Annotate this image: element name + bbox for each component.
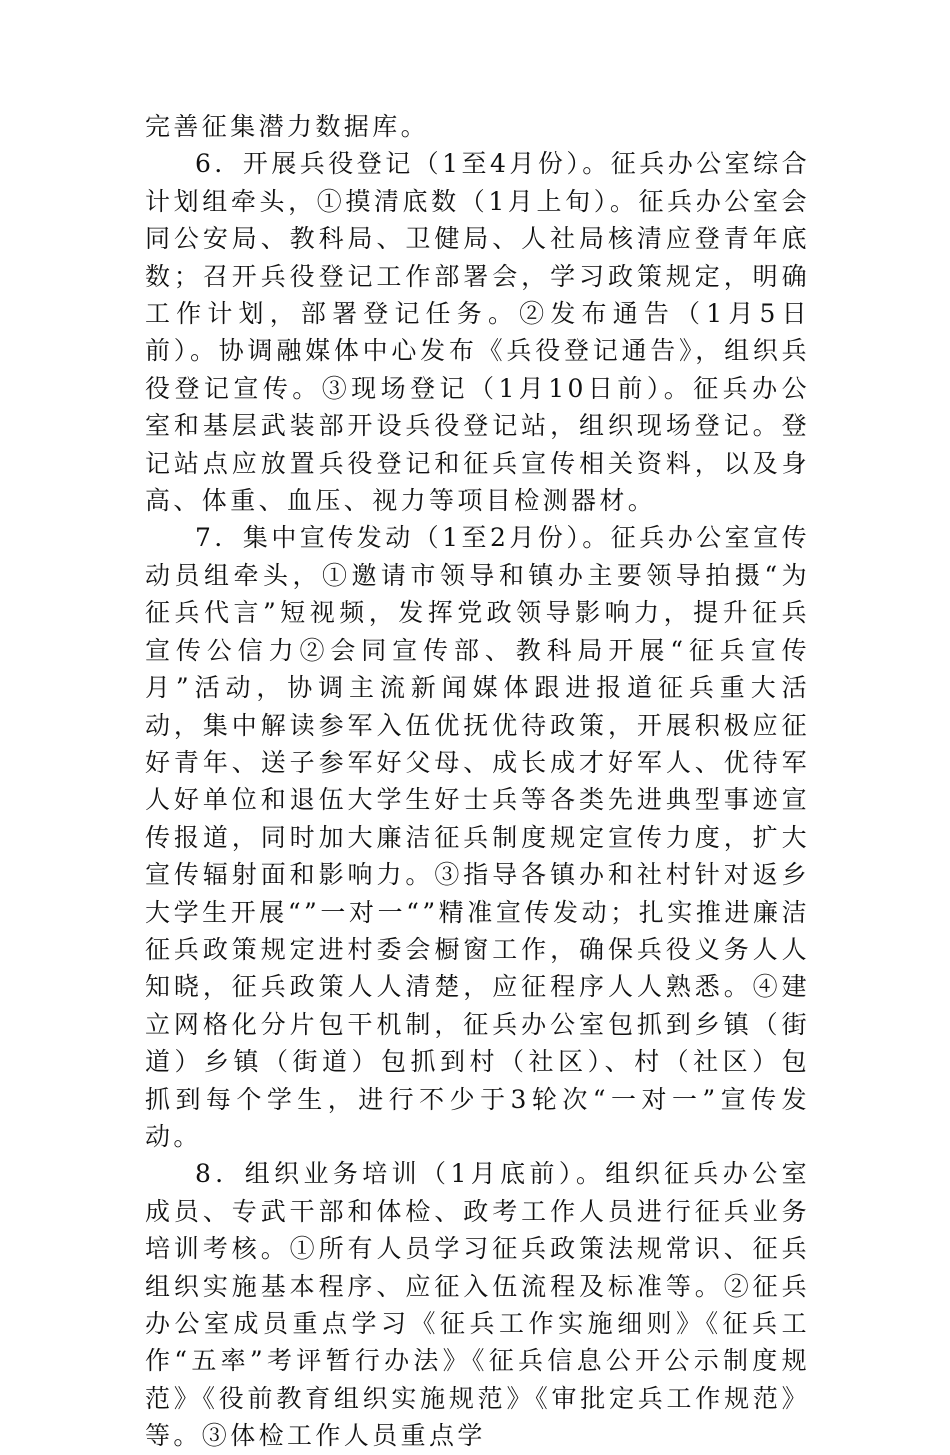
paragraph-item-8: 8．组织业务培训（1月底前）。组织征兵办公室成员、专武干部和体检、政考工作人员进行征兵业务培训考核。①所有人员学习征兵政策法规常识、征兵组织实施基本程序、应征入伍流程及标准等。②征兵办公室成员重点学习《征兵工作实施细则》《征兵工作“五率”考评暂行办法》《征兵信息公开公示制度规范》《役前教育组织实施规范》《审批定兵工作规范》等。③体检工作人员重点学 [145, 1159, 810, 1451]
paragraph-item-7: 7．集中宣传发动（1至2月份）。征兵办公室宣传动员组牵头，①邀请市领导和镇办主要领导拍摄“为征兵代言”短视频，发挥党政领导影响力，提升征兵宣传公信力②会同宣传部、教科局开展“征兵宣传月”活动，协调主流新闻媒体跟进报道征兵重大活动，集中解读参军入伍优抚优待政策，开展积极应征好青年、送子参军好父母、成长成才好军人、优待军人好单位和退伍大学生好士兵等各类先进典型事迹宣传报道，同时加大廉洁征兵制度规定宣传力度，扩大宣传辐射面和影响力。③指导各镇办和社村针对返乡大学生开展“”一对一“”精准宣传发动；扎实推进廉洁征兵政策规定进村委会橱窗工作，确保兵役义务人人知晓，征兵政策人人清楚，应征程序人人熟悉。④建立网格化分片包干机制，征兵办公室包抓到乡镇（街道）乡镇（街道）包抓到村（社区）、村（社区）包抓到每个学生，进行不少于3轮次“一对一”宣传发动。 [145, 523, 810, 1151]
document-body [145, 108, 810, 1455]
paragraph-continuation: 完善征集潜力数据库。 [145, 112, 430, 141]
paragraph-item-6: 6．开展兵役登记（1至4月份）。征兵办公室综合计划组牵头，①摸清底数（1月上旬）。征兵办公室会同公安局、教科局、卫健局、人社局核清应登青年底数；召开兵役登记工作部署会，学习政策规定，明确工作计划，部署登记任务。②发布通告（1月5日前）。协调融媒体中心发布《兵役登记通告》，组织兵役登记宣传。③现场登记（1月10日前）。征兵办公室和基层武装部开设兵役登记站，组织现场登记。登记站点应放置兵役登记和征兵宣传相关资料，以及身高、体重、血压、视力等项目检测器材。 [145, 149, 810, 516]
